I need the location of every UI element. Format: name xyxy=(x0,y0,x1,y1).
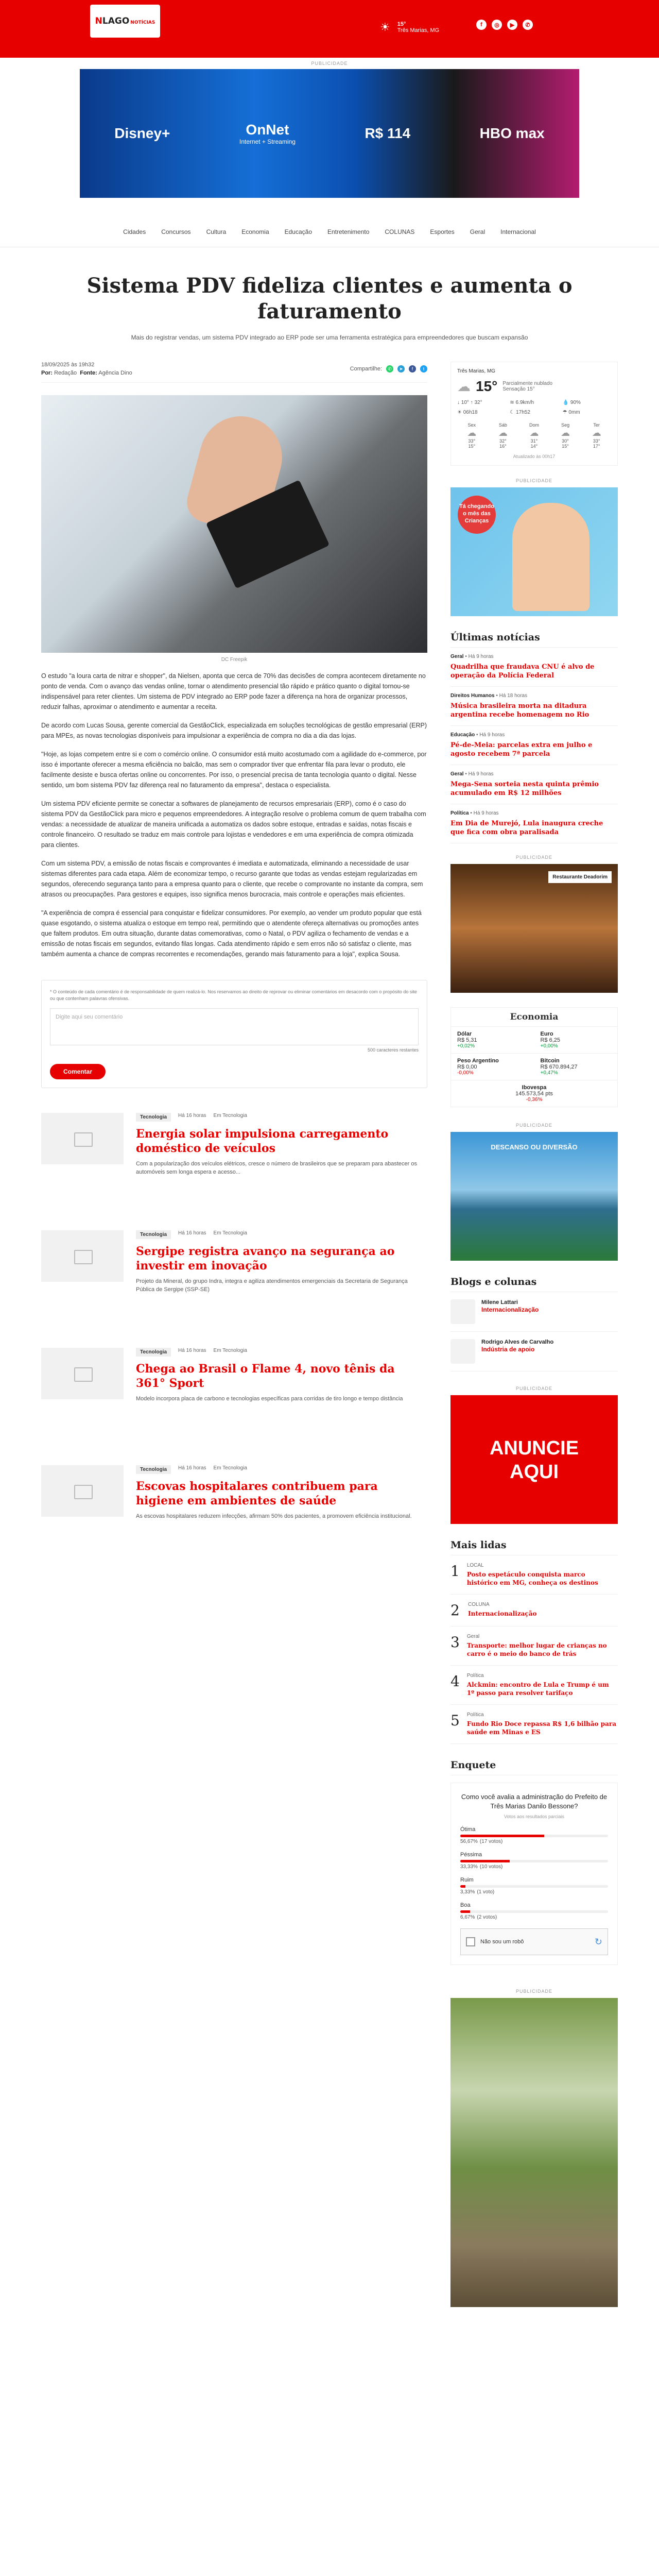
economy-cell xyxy=(451,1027,534,1053)
latest-news-item[interactable] xyxy=(450,765,618,804)
whatsapp-icon[interactable]: ✆ xyxy=(523,20,533,30)
sidebar-ad-resort[interactable]: DESCANSO OU DIVERSÃO xyxy=(450,1132,618,1261)
forecast-min: 15° xyxy=(562,444,569,449)
blog-text xyxy=(481,1299,539,1324)
related-excerpt: Modelo incorpora placa de carbono e tecnologias específicas para corridas de tiro longo e tempo distância xyxy=(136,1396,403,1402)
poll-widget: Como você avalia a administração do Prefeito de Três Marias Danilo Bessone? Votos aos resultados parciais Ótima 56,67% (17 votos) Péssima 33,33% (10 votos) Ruim 3,33% (1 voto) Boa 6,67% (2 votos) Não sou um robô ↻ xyxy=(450,1783,618,1965)
currency-name: Peso Argentino xyxy=(457,1058,499,1064)
forecast-max: 33° xyxy=(468,438,476,444)
ad-disney: Disney+ xyxy=(114,125,170,141)
related-time: Há 16 horas xyxy=(178,1113,206,1118)
forecast-min: 14° xyxy=(530,444,538,449)
economy-cell xyxy=(534,1054,618,1080)
sidebar-ad-waterfall[interactable] xyxy=(450,1998,618,2307)
article-author: Redação xyxy=(54,370,77,376)
article-paragraph: De acordo com Lucas Sousa, gerente comercial da GestãoClick, especializada em soluções tecnológicas de gestão empresarial (ERP) para MPEs, as novas tecnologias disponíveis para impulsionar a experiência de compra no dia a dia das lojas. xyxy=(41,722,427,739)
forecast-day-label: Ter xyxy=(593,422,600,428)
most-read-title[interactable]: Posto espetáculo conquista marco histórico em MG, conheça os destinos xyxy=(466,1571,598,1586)
news-category: Direitos Humanos xyxy=(450,693,495,699)
weather-details: ↓ 10° ↑ 32° ≋ 6.9km/h 💧 90% ☀ 06h18 ☾ 17h52 ☂ 0mm xyxy=(457,400,581,415)
related-image-placeholder xyxy=(41,1230,124,1282)
most-read-category: Política xyxy=(466,1673,484,1679)
nav-item-3[interactable]: Economia xyxy=(241,228,269,235)
news-meta: Direitos Humanos • Há 18 horas xyxy=(450,693,528,699)
comment-note: * O conteúdo de cada comentário é de responsabilidade de quem realizá-lo. Nos reservamos ao direito de reprovar ou eliminar comentários em desacordo com o propósito do site ou que contenham palavras ofensivas. xyxy=(50,989,417,1001)
top-banner-ad[interactable] xyxy=(80,69,579,198)
economy-row xyxy=(451,1026,617,1053)
related-category: Em Tecnologia xyxy=(213,1348,247,1353)
most-read-category: LOCAL xyxy=(466,1563,484,1568)
cloud-icon: ☁ xyxy=(457,378,471,394)
forecast-day-label: Seg xyxy=(561,422,570,428)
most-read-title[interactable]: Internacionalização xyxy=(468,1610,537,1617)
instagram-icon[interactable]: ◎ xyxy=(492,20,502,30)
economy-row xyxy=(451,1053,617,1080)
currency-change: +0,02% xyxy=(457,1043,475,1049)
related-text xyxy=(136,1230,427,1323)
nav-item-2[interactable]: Cultura xyxy=(206,228,227,235)
most-read-category: Política xyxy=(466,1712,484,1718)
currency-value: R$ 6,25 xyxy=(540,1037,561,1043)
news-category: Educação xyxy=(450,732,475,738)
news-time: Há 9 horas xyxy=(468,654,494,659)
whatsapp-share-icon[interactable]: ✆ xyxy=(386,365,393,372)
forecast-max: 32° xyxy=(499,438,507,444)
image-caption: DC Freepik xyxy=(221,657,248,663)
nav-item-6[interactable]: COLUNAS xyxy=(385,228,415,235)
latest-news-title: Últimas notícias xyxy=(450,632,618,648)
economy-cell xyxy=(534,1027,618,1053)
news-category: Geral xyxy=(450,654,464,659)
latest-news-item[interactable] xyxy=(450,726,618,765)
related-text xyxy=(136,1465,427,1558)
header-weather[interactable] xyxy=(380,21,439,34)
news-meta: Política • Há 9 horas xyxy=(450,810,499,816)
most-read-text xyxy=(467,1673,618,1697)
poll-option-label: Péssima xyxy=(460,1852,482,1858)
blog-item[interactable] xyxy=(450,1292,618,1332)
article-meta: 18/09/2025 às 19h32 Por: Redação Fonte: Agência Dino Compartilhe: ✆ ➤ f t xyxy=(41,362,427,383)
related-text xyxy=(136,1348,427,1440)
related-item[interactable] xyxy=(41,1113,427,1206)
currency-value: R$ 5,31 xyxy=(457,1037,477,1043)
related-title[interactable]: Energia solar impulsiona carregamento doméstico de veículos xyxy=(136,1127,389,1155)
ad-onnet: OnNet Internet + Streaming xyxy=(239,122,296,145)
blog-item[interactable] xyxy=(450,1332,618,1371)
news-time: Há 9 horas xyxy=(479,732,505,738)
forecast-day-label: Sex xyxy=(467,422,476,428)
currency-value: R$ 670.894,27 xyxy=(540,1064,578,1070)
most-read-item[interactable] xyxy=(450,1555,618,1595)
forecast-day xyxy=(519,422,549,449)
related-tags xyxy=(136,1348,427,1357)
ad-price: R$ 114 xyxy=(365,125,411,141)
most-read-category: Geral xyxy=(466,1634,480,1639)
related-tags xyxy=(136,1113,427,1122)
latest-news-item[interactable] xyxy=(450,648,618,687)
related-tags xyxy=(136,1230,427,1239)
news-title[interactable]: Quadrilha que fraudava CNU é alvo de operação da Polícia Federal xyxy=(450,663,595,680)
news-meta: Geral • Há 9 horas xyxy=(450,771,494,777)
currency-change: +0,47% xyxy=(540,1070,558,1076)
news-title[interactable]: Em Dia de Murejó, Lula inaugura creche que fica com obra paralisada xyxy=(450,820,603,836)
forecast-min: 15° xyxy=(468,444,476,449)
related-tag[interactable]: Tecnologia xyxy=(136,1230,171,1239)
related-text xyxy=(136,1113,427,1206)
poll-option[interactable] xyxy=(460,1877,608,1895)
related-image-placeholder xyxy=(41,1348,124,1399)
most-read-item[interactable] xyxy=(450,1666,618,1705)
header-location: Três Marias, MG xyxy=(397,27,440,33)
article-source: Agência Dino xyxy=(98,370,132,376)
related-image-placeholder xyxy=(41,1465,124,1517)
related-time: Há 16 horas xyxy=(178,1348,206,1353)
currency-change: +0,00% xyxy=(540,1043,558,1049)
weather-widget[interactable]: Três Marias, MG ☁ 15° Parcialmente nublado Sensação 15° ↓ 10° ↑ 32° ≋ 6.9km/h 💧 90% ☀ 06h18 ☾ 17h52 ☂ 0mm Sex ☁ 33° 15° Sáb ☁ 32° 16° Dom ☁ 31° 14° Seg ☁ 30° 15° Ter ☁ 33° 17° Atualizado às 00h17 xyxy=(450,362,618,466)
site-logo[interactable]: NLAGO NOTÍCIAS xyxy=(90,5,160,38)
column-title[interactable]: Internacionalização xyxy=(481,1306,539,1313)
related-category: Em Tecnologia xyxy=(213,1465,247,1471)
poll-percent: 6,67% (2 votos) xyxy=(460,1914,497,1920)
news-meta: Geral • Há 9 horas xyxy=(450,654,494,659)
ad-label: PUBLICIDADE xyxy=(311,61,348,66)
most-read-list xyxy=(450,1555,618,1744)
cloud-icon: ☁ xyxy=(561,428,570,438)
youtube-icon[interactable]: ▶ xyxy=(507,20,517,30)
anuncie-aqui-ad[interactable]: ANUNCIE AQUI xyxy=(450,1395,618,1524)
poll-option[interactable] xyxy=(460,1852,608,1870)
related-image-placeholder xyxy=(41,1113,124,1164)
economy-cell xyxy=(451,1080,617,1107)
poll-bar xyxy=(460,1835,608,1837)
forecast-day xyxy=(489,422,518,449)
related-tag[interactable]: Tecnologia xyxy=(136,1348,171,1357)
nav-item-7[interactable]: Esportes xyxy=(430,228,455,235)
rank-number: 5 xyxy=(450,1712,460,1729)
related-excerpt: Com a popularização dos veículos elétricos, cresce o número de brasileiros que se preparam para abastecer os automóveis sem longa espera e acesso... xyxy=(136,1161,418,1175)
article-column xyxy=(41,362,427,1558)
poll-percent: 33,33% (10 votos) xyxy=(460,1864,503,1870)
nav-item-0[interactable]: Cidades xyxy=(123,228,146,235)
most-read-text xyxy=(467,1634,618,1658)
cloud-icon: ☁ xyxy=(498,428,508,438)
related-tags xyxy=(136,1465,427,1474)
related-title[interactable]: Sergipe registra avanço na segurança ao investir em inovação xyxy=(136,1245,395,1273)
rank-number: 2 xyxy=(450,1602,460,1619)
poll-bar xyxy=(460,1910,608,1913)
character-counter: 500 caracteres restantes xyxy=(367,1047,419,1053)
facebook-icon[interactable]: f xyxy=(476,20,487,30)
article-paragraph: Com um sistema PDV, a emissão de notas fiscais e comprovantes é imediata e automatizada, eliminando a necessidade de usar sistemas diferentes para cada etapa. Além de economizar tempo, o recurso garante que todas as vendas estejam regularizadas em segundos, oferecendo segurança tanto para a empresa quanto para o cliente, que recebe o comprovante no instante da compra, sem atrasos ou preocupações. Para gestores e equipes, isso significa menos burocracia, mais controle e operações mais eficientes. xyxy=(41,860,423,898)
header-temperature: 15° xyxy=(397,21,406,27)
related-excerpt: Projeto da Mineral, do grupo Indra, integra e agiliza atendimentos emergenciais da Secretaria de Segurança Pública de Sergipe (SSP-SE) xyxy=(136,1278,408,1293)
most-read-item[interactable] xyxy=(450,1626,618,1666)
forecast-max: 33° xyxy=(593,438,600,444)
twitter-share-icon[interactable]: t xyxy=(420,365,427,372)
news-time: Há 18 horas xyxy=(499,693,528,699)
related-title[interactable]: Chega ao Brasil o Flame 4, novo tênis da 361° Sport xyxy=(136,1362,395,1390)
social-links xyxy=(476,20,533,30)
poll-title: Enquete xyxy=(450,1759,618,1775)
currency-name: Ibovespa xyxy=(522,1084,547,1091)
most-read-title[interactable]: Alckmin: encontro de Lula e Trump é um 1º passo para resolver tarifaço xyxy=(466,1681,609,1697)
most-read-text xyxy=(467,1563,618,1587)
weather-location: Três Marias, MG xyxy=(457,368,496,374)
columnist-avatar xyxy=(450,1299,475,1324)
currency-name: Dólar xyxy=(457,1031,472,1037)
article-image xyxy=(41,395,427,653)
article-paragraph: "Hoje, as lojas competem entre si e com o comércio online. O consumidor está muito acostumado com a agilidade do e-commerce, por isso é importante oferecer a mesma eficiência no balcão, mas sem o comprador tiver que enfrentar fila para levar o produto, ele facilmente desiste e busca ofertas online ou concorrentes. Por isso, o presencial precisa de tanta tecnologia quanto o digital. Nesse sentido, um bom sistema PDV faz diferença real no faturamento da empresa", destaca o especialista. xyxy=(41,751,427,789)
article-body xyxy=(41,671,427,959)
share-bar: Compartilhe: ✆ ➤ f t xyxy=(350,362,427,376)
recaptcha-icon: ↻ xyxy=(594,1936,602,1947)
cloud-icon: ☁ xyxy=(592,428,601,438)
article-paragraph: O estudo "a loura carta de nitrar e shopper", da Nielsen, aponta que cerca de 70% das decisões de compra acontecem diretamente no ponto de venda. Com o avanço das vendas online, tornar o atendimento presencial tão rápido e prático quanto o digital tornou-se indispensável para reter clientes. Um sistema de PDV integrado ao ERP pode fazer a diferença na hora de organizar processos, reduzir falhas, aproximar o atendimento e aumentar a receita. xyxy=(41,672,426,710)
most-read-text xyxy=(467,1712,618,1736)
nav-item-5[interactable]: Entretenimento xyxy=(327,228,370,235)
poll-question: Como você avalia a administração do Prefeito de Três Marias Danilo Bessone? xyxy=(461,1793,608,1810)
captcha-checkbox[interactable] xyxy=(466,1937,475,1946)
nav-item-4[interactable]: Educação xyxy=(284,228,312,235)
article-paragraph: "A experiência de compra é essencial para conquistar e fidelizar consumidores. Por exemplo, ao vender um produto popular que está quase esgotando, o sistema atualiza o estoque em tempo real, permitindo que o atendente ofereça alternativas ou promoções antes que faltem produtos. Em outra situação, durante datas comemorativas, como o Natal, o PDV agiliza o fechamento de vendas e a emissão de notas fiscais em segundos, evitando filas longas. Cada atendimento rápido e sem erros não só satisfaz o cliente, mas também aumenta a chance de compras recorrentes e recomendações, gerando mais faturamento para a loja", explica Sousa. xyxy=(41,909,422,958)
comment-form xyxy=(41,980,427,1088)
news-title[interactable]: Música brasileira morta na ditadura argentina recebe homenagem no Rio xyxy=(450,702,589,719)
most-read-item[interactable] xyxy=(450,1595,618,1626)
currency-change: -0,00% xyxy=(457,1070,474,1076)
sun-icon: ☀ xyxy=(380,21,390,33)
site-header xyxy=(0,0,659,58)
weather-now: 15° xyxy=(476,378,498,394)
related-news xyxy=(41,1113,427,1558)
article-title: Sistema PDV fideliza clientes e aumenta o faturamento xyxy=(86,274,573,324)
related-tag[interactable]: Tecnologia xyxy=(136,1113,171,1122)
columnist-name: Milene Lattari xyxy=(481,1299,518,1306)
forecast-day xyxy=(551,422,580,449)
recaptcha[interactable]: Não sou um robô ↻ xyxy=(460,1928,608,1955)
article-header xyxy=(72,273,587,341)
news-title[interactable]: Pé-de-Meia: parcelas extra em julho e agosto recebem 7ª parcela xyxy=(450,741,593,758)
cloud-icon: ☁ xyxy=(529,428,539,438)
blogs-title: Blogs e colunas xyxy=(450,1276,618,1292)
columnist-name: Rodrigo Alves de Carvalho xyxy=(481,1339,554,1345)
cloud-icon: ☁ xyxy=(467,428,477,438)
comment-submit-button[interactable]: Comentar xyxy=(50,1064,106,1079)
article-date: 18/09/2025 às 19h32 xyxy=(41,362,95,368)
forecast-day-label: Dom xyxy=(529,422,539,428)
related-item[interactable] xyxy=(41,1348,427,1440)
forecast-max: 30° xyxy=(562,438,569,444)
comment-textarea[interactable]: Digite aqui seu comentário xyxy=(50,1008,419,1045)
article-paragraph: Um sistema PDV eficiente permite se conectar a softwares de planejamento de recursos empresariais (ERP), como é o caso do sistema PDV da GestãoClick para micro e pequenos empreendedores. A integração resolve o problema comum de quem trabalha com vendas: a necessidade de atualizar de maneira unificada a automatiza os dados sobre estoque, entradas e saídas, notas fiscais e controle financeiro. O resultado se traduz em mais controle para lojistas e vendedores e em uma experiência de compra otimizada para clientes. xyxy=(41,800,426,849)
rank-number: 1 xyxy=(450,1563,460,1580)
economy-row xyxy=(451,1080,617,1107)
column-title[interactable]: Indústria de apoio xyxy=(481,1346,535,1353)
poll-bar xyxy=(460,1885,608,1888)
forecast-day xyxy=(582,422,611,449)
rank-number: 3 xyxy=(450,1634,460,1651)
facebook-share-icon[interactable]: f xyxy=(409,365,416,372)
forecast-min: 17° xyxy=(593,444,600,449)
forecast-min: 16° xyxy=(499,444,507,449)
related-time: Há 16 horas xyxy=(178,1465,206,1471)
latest-news-item[interactable] xyxy=(450,687,618,726)
rank-number: 4 xyxy=(450,1673,460,1690)
weather-forecast xyxy=(457,422,611,449)
news-time: Há 9 horas xyxy=(473,810,499,816)
sidebar-ad-kids[interactable]: Tá chegando o mês das Crianças xyxy=(450,487,618,616)
related-item[interactable] xyxy=(41,1230,427,1323)
related-time: Há 16 horas xyxy=(178,1230,206,1236)
news-category: Geral xyxy=(450,771,464,777)
currency-value: 145.573,54 pts xyxy=(515,1091,553,1097)
most-read-title[interactable]: Transporte: melhor lugar de crianças no carro é o meio do banco de trás xyxy=(466,1642,607,1657)
nav-item-8[interactable]: Geral xyxy=(470,228,485,235)
nav-item-1[interactable]: Concursos xyxy=(161,228,191,235)
columnist-avatar xyxy=(450,1339,475,1364)
ad-hbo: HBO max xyxy=(479,125,545,141)
related-tag[interactable]: Tecnologia xyxy=(136,1465,171,1474)
telegram-share-icon[interactable]: ➤ xyxy=(397,365,405,372)
most-read-text xyxy=(468,1602,537,1619)
poll-option-label: Ruim xyxy=(460,1877,474,1883)
economy-widget: Economia Dólar R$ 5,31 +0,02% Euro R$ 6,25 +0,00% Peso Argentino R$ 0,00 -0,00% Bitcoin R$ 670.894,27 +0,47% Ibovespa 145.573,54 pts -0,36% xyxy=(450,1007,618,1107)
news-category: Política xyxy=(450,810,469,816)
poll-percent: 56,67% (17 votos) xyxy=(460,1839,503,1844)
related-item[interactable] xyxy=(41,1465,427,1558)
blog-text xyxy=(481,1339,553,1364)
blogs-list xyxy=(450,1292,618,1371)
sidebar-ad-restaurant[interactable]: Restaurante Deadorim xyxy=(450,864,618,993)
most-read-title: Mais lidas xyxy=(450,1539,618,1555)
forecast-max: 31° xyxy=(530,438,538,444)
content-area xyxy=(41,362,618,2576)
economy-cell xyxy=(451,1054,534,1080)
related-title[interactable]: Escovas hospitalares contribuem para higiene em ambientes de saúde xyxy=(136,1480,378,1507)
currency-name: Euro xyxy=(540,1031,553,1037)
currency-change: -0,36% xyxy=(526,1097,543,1103)
article-subtitle: Mais do registrar vendas, um sistema PDV integrado ao ERP pode ser uma ferramenta estratégica para empreendedores que buscam expansão xyxy=(131,334,528,341)
news-title[interactable]: Mega-Sena sorteia nesta quinta prêmio acumulado em R$ 12 milhões xyxy=(450,781,599,797)
currency-name: Bitcoin xyxy=(540,1058,560,1064)
related-category: Em Tecnologia xyxy=(213,1113,247,1118)
latest-news-item[interactable] xyxy=(450,804,618,843)
poll-percent: 3,33% (1 voto) xyxy=(460,1889,495,1895)
currency-value: R$ 0,00 xyxy=(457,1064,477,1070)
forecast-day-label: Sáb xyxy=(498,422,507,428)
related-excerpt: As escovas hospitalares reduzem infecções, afirmam 50% dos pacientes, a promovem eficiência institucional. xyxy=(136,1513,412,1519)
most-read-item[interactable] xyxy=(450,1705,618,1744)
news-meta: Educação • Há 9 horas xyxy=(450,732,505,738)
news-time: Há 9 horas xyxy=(468,771,494,777)
most-read-title[interactable]: Fundo Rio Doce repassa R$ 1,6 bilhão para saúde em Minas e ES xyxy=(466,1720,616,1736)
poll-option-label: Ótima xyxy=(460,1826,476,1833)
latest-news-list xyxy=(450,648,618,843)
poll-option[interactable] xyxy=(460,1902,608,1920)
sidebar: Três Marias, MG ☁ 15° Parcialmente nublado Sensação 15° ↓ 10° ↑ 32° ≋ 6.9km/h 💧 90% ☀ 06h18 ☾ 17h52 ☂ 0mm Sex ☁ 33° 15° Sáb ☁ 32° 16° Dom ☁ 31° 14° Seg ☁ 30° 15° Ter ☁ 33° 17° Atualizado às 00h17 PUBLICIDADE Tá chegando o mês das Crianças Últimas notícias Geral • Há 9 horas Quadrilha que fraudava CNU é alvo de operação da Polícia Federal Direitos Humanos • Há 18 horas Música brasileira morta na ditadura argentina recebe homenagem no Rio Educação • Há 9 horas Pé-de-Meia: parcelas extra em julho e agosto recebem 7ª parcela Geral • Há 9 horas Mega-Sena sorteia nesta quinta prêmio acumulado em R$ 12 milhões Política • Há 9 horas Em Dia de Murejó, Lula inaugura creche que fica com obra paralisada PUBLICIDADE Restaurante Deadorim Economia Dólar R$ 5,31 +0,02% Euro R$ 6,25 +0,00% Peso Argentino R$ 0,00 -0,00% Bitcoin R$ 670.894,27 +0,47% Ibovespa 145.573,54 pts -0,36% PUBLICIDADE DESCANSO OU DIVERSÃO Blogs e colunas Milene Lattari Internacionalização Rodrigo Alves de Carvalho Indústria de apoio PUBLICIDADE ANUNCIE AQUI Mais lidas 1 LOCAL Posto espetáculo conquista marco histórico em MG, conheça os destinos 2 COLUNA Internacionalização 3 Geral Transporte: melhor lugar de crianças no carro é o meio do banco de trás 4 Política Alckmin: encontro de Lula e Trump é um 1º passo para resolver tarifaço 5 Política Fundo Rio Doce repassa R$ 1,6 bilhão para saúde em Minas e ES Enquete Como você avalia a administração do Prefeito de Três Marias Danilo Bessone? Votos aos resultados parciais Ótima 56,67% (17 votos) Péssima 33,33% (10 votos) Ruim 3,33% (1 voto) Boa 6,67% (2 votos) Não sou um robô ↻ PUBLICIDADE xyxy=(450,362,618,2307)
main-navigation xyxy=(0,216,659,247)
most-read-category: COLUNA xyxy=(468,1602,490,1607)
nav-item-9[interactable]: Internacional xyxy=(500,228,536,235)
poll-option-label: Boa xyxy=(460,1902,471,1908)
poll-option[interactable] xyxy=(460,1826,608,1844)
related-category: Em Tecnologia xyxy=(213,1230,247,1236)
forecast-day xyxy=(457,422,487,449)
poll-bar xyxy=(460,1860,608,1862)
